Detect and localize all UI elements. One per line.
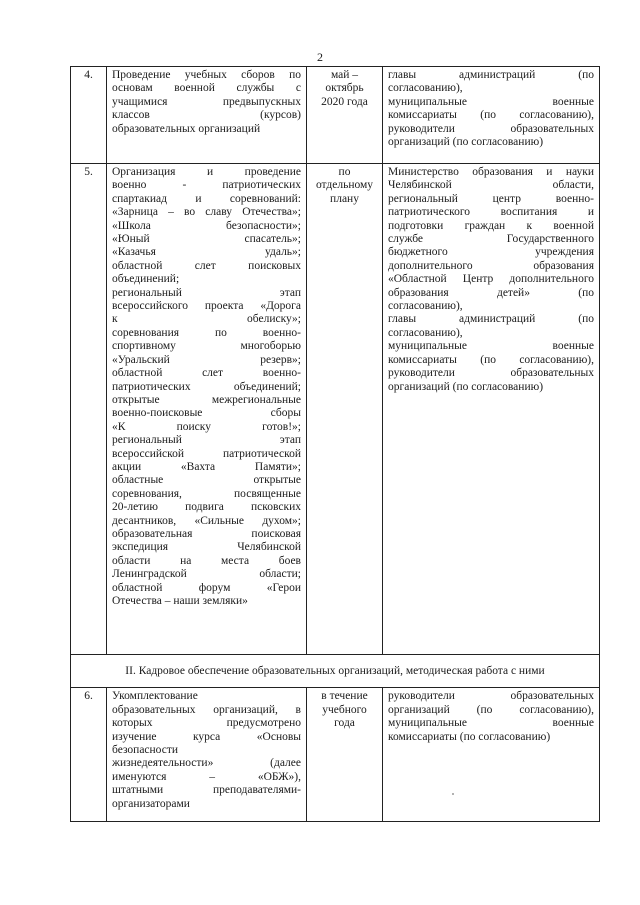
text-line: руководители образовательных (388, 690, 594, 703)
text-line: региональный этап (112, 434, 301, 447)
text-line: «Областной Центр дополнительного (388, 273, 594, 286)
text-line: военно-поисковые сборы (112, 407, 301, 420)
text-line: областной слет военно- (112, 367, 301, 380)
text-line: основам военной службы с (112, 82, 301, 95)
row-number: 5. (71, 164, 107, 655)
text-line: региональный этап (112, 286, 301, 299)
text-line: Укомплектование (112, 690, 198, 703)
text-line: согласованию), (388, 82, 463, 95)
text-line: областной слет поисковых (112, 259, 301, 272)
text-line: комиссариаты (по согласованию), (388, 353, 594, 366)
row-number: 6. (71, 688, 107, 822)
text-line: бюджетного учреждения (388, 246, 594, 259)
text-line: года (334, 717, 355, 730)
text-line: муниципальные военные (388, 340, 594, 353)
section-title: II. Кадровое обеспечение образовательных организаций, методическая работа с ними (71, 655, 600, 688)
text-line: учебного (322, 703, 367, 716)
text-line: организаций (по согласованию), (388, 703, 594, 716)
text-line: в течение (321, 690, 368, 703)
text-line: военно - патриотических (112, 179, 301, 192)
text-line: патриотических объединений; (112, 380, 301, 393)
events-table (70, 66, 600, 822)
table-row (71, 67, 600, 164)
text-line: образования детей» (по (388, 286, 594, 299)
event-deadline (307, 688, 383, 822)
text-line: организаций (по согласованию) (388, 136, 544, 149)
text-line: Отечества – наши земляки» (112, 595, 248, 607)
scan-speck (452, 793, 454, 795)
text-line: по (338, 166, 351, 178)
text-line: акции «Вахта Памяти»; (112, 460, 301, 473)
text-line: Ленинградской области; (112, 568, 301, 581)
text-line: области на места боев (112, 554, 301, 567)
text-line: отдельному (315, 179, 374, 192)
text-line: соревнования, посвященные (112, 487, 301, 500)
text-line: плану (330, 192, 359, 205)
text-line: объединений; (112, 273, 180, 286)
text-line: всероссийской патриотической (112, 447, 301, 460)
text-line: «Школа безопасности»; (112, 219, 301, 232)
text-line: муниципальные военные (388, 717, 594, 730)
event-deadline (307, 67, 383, 164)
table-row (71, 164, 600, 655)
text-line: экспедиция Челябинской (112, 541, 301, 554)
text-line: учащимися предвыпускных (112, 95, 301, 108)
text-line: согласованию), (388, 326, 463, 339)
text-line: патриотического воспитания и (388, 206, 594, 219)
text-line: открытые межрегиональные (112, 393, 301, 406)
text-line: «Уральский резерв»; (112, 353, 301, 366)
text-line: к обелиску»; (112, 313, 301, 326)
text-line: службе Государственного (388, 233, 594, 246)
text-line: 2020 года (321, 95, 368, 108)
text-line: «Зарница – во славу Отечества»; (112, 206, 301, 219)
text-line: руководители образовательных (388, 122, 594, 135)
text-line: «Юный спасатель»; (112, 233, 301, 246)
text-line: 20-летию подвига псковских (112, 501, 301, 514)
text-line: руководители образовательных (388, 367, 594, 380)
text-line: главы администраций (по (388, 313, 594, 326)
text-line: Организация и проведение (112, 166, 301, 178)
page-number: 2 (317, 50, 323, 64)
event-description (107, 688, 307, 822)
text-line: региональный центр военно- (388, 192, 594, 205)
event-responsible (383, 164, 600, 655)
text-line: спортивному многоборью (112, 340, 301, 353)
row-number: 4. (71, 67, 107, 164)
text-line: Челябинской области, (388, 179, 594, 192)
text-line: десантников, «Сильные духом»; (112, 514, 301, 527)
text-line: комиссариаты (по согласованию) (388, 730, 551, 743)
text-line: «К поиску готов!»; (112, 420, 301, 433)
event-responsible (383, 67, 600, 164)
text-line: дополнительного образования (388, 259, 594, 272)
section-header-row (71, 655, 600, 688)
text-line: классов (курсов) (112, 109, 301, 122)
text-line: всероссийского проекта «Дорога (112, 300, 301, 313)
text-line: «Казачья удаль»; (112, 246, 301, 259)
text-line: которых предусмотрено (112, 717, 301, 730)
text-line: комиссариаты (по согласованию), (388, 109, 594, 122)
text-line: муниципальные военные (388, 95, 594, 108)
text-line: жизнедеятельности» (далее (112, 757, 301, 770)
text-line: октябрь (325, 82, 364, 95)
text-line: спартакиад и соревнований: (112, 192, 301, 205)
text-line: областные открытые (112, 474, 301, 487)
text-line: организаторами (112, 797, 190, 810)
text-line: безопасности (112, 744, 179, 757)
event-deadline (307, 164, 383, 655)
text-line: подготовки граждан к военной (388, 219, 594, 232)
text-line: изучение курса «Основы (112, 730, 301, 743)
text-line: штатными преподавателями- (112, 784, 301, 797)
text-line: именуются – «ОБЖ»), (112, 770, 301, 783)
table-row (71, 688, 600, 822)
text-line: соревнования по военно- (112, 326, 301, 339)
text-line: образовательных организаций (112, 122, 261, 135)
text-line: согласованию), (388, 300, 463, 313)
event-responsible (383, 688, 600, 822)
text-line: образовательных организаций, в (112, 703, 301, 716)
text-line: Министерство образования и науки (388, 166, 594, 178)
event-description (107, 67, 307, 164)
text-line: май – (330, 69, 359, 81)
event-description (107, 164, 307, 655)
text-line: Проведение учебных сборов по (112, 69, 301, 81)
text-line: главы администраций (по (388, 69, 594, 81)
text-line: областной форум «Герои (112, 581, 301, 594)
text-line: образовательная поисковая (112, 527, 301, 540)
text-line: организаций (по согласованию) (388, 380, 544, 393)
